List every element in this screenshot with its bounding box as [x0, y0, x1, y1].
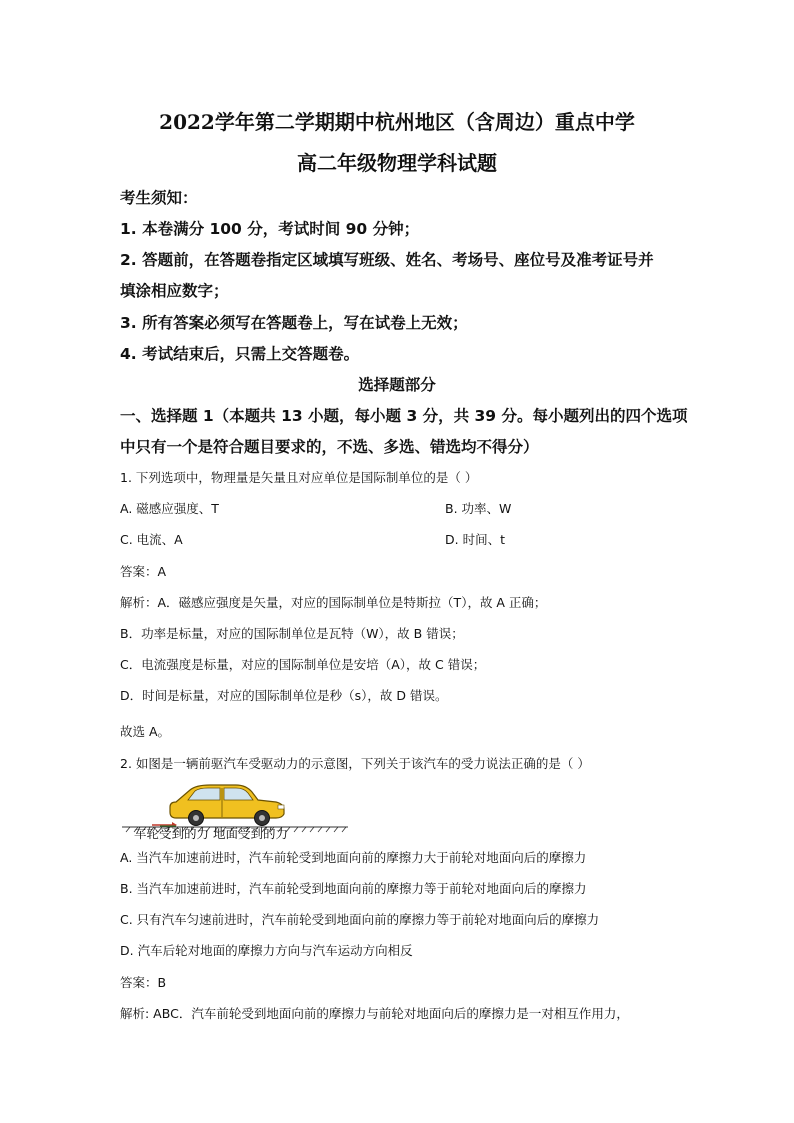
section-instructions: 中只有一个是符合题目要求的，不选、多选、错选均不得分） [120, 438, 539, 456]
car-illustration [170, 785, 284, 826]
question-1-option-d: D. 时间、t [445, 532, 505, 547]
question-1-analysis: D．时间是标量，对应的国际制单位是秒（s），故 D 错误。 [120, 688, 448, 703]
question-2-option-b: B. 当汽车加速前进时，汽车前轮受到地面向前的摩擦力等于前轮对地面向后的摩擦力 [120, 881, 587, 896]
question-2-analysis: 解析: ABC．汽车前轮受到地面向前的摩擦力与前轮对地面向后的摩擦力是一对相互作用力， [120, 1006, 629, 1021]
question-1-option-c: C. 电流、A [120, 532, 183, 547]
notice-heading: 考生须知： [120, 189, 198, 207]
question-1-stem: 1. 下列选项中，物理量是矢量且对应单位是国际制单位的是（ ） [120, 470, 478, 485]
question-2-option-a: A. 当汽车加速前进时，汽车前轮受到地面向前的摩擦力大于前轮对地面向后的摩擦力 [120, 850, 587, 865]
question-2-stem: 2. 如图是一辆前驱汽车受驱动力的示意图，下列关于该汽车的受力说法正确的是（ ） [120, 756, 590, 771]
question-2-option-c: C. 只有汽车匀速前进时，汽车前轮受到地面向前的摩擦力等于前轮对地面向后的摩擦力 [120, 912, 600, 927]
question-2-option-d: D. 汽车后轮对地面的摩擦力方向与汽车运动方向相反 [120, 943, 413, 958]
question-1-analysis: C．电流强度是标量，对应的国际制单位是安培（A），故 C 错误； [120, 657, 486, 672]
notice-item: 2. 答题前，在答题卷指定区域填写班级、姓名、考场号、座位号及准考证号并 [120, 251, 654, 269]
figure-caption: 车轮受到的力 地面受到的力 [134, 826, 288, 841]
question-1-conclusion: 故选 A。 [120, 724, 171, 739]
notice-item: 1. 本卷满分 100 分，考试时间 90 分钟； [120, 220, 420, 238]
question-1-analysis: 解析：A．磁感应强度是矢量，对应的国际制单位是特斯拉（T），故 A 正确； [120, 595, 547, 610]
exam-title: 2022学年第二学期期中杭州地区（含周边）重点中学 [159, 110, 635, 134]
question-1-option-b: B. 功率、W [445, 501, 512, 516]
notice-item: 4. 考试结束后，只需上交答题卷。 [120, 345, 360, 363]
section-title: 选择题部分 [358, 376, 436, 394]
exam-subtitle: 高二年级物理学科试题 [297, 151, 497, 175]
section-instructions: 一、选择题 1（本题共 13 小题，每小题 3 分，共 39 分。每小题列出的四个选项 [120, 407, 688, 425]
question-1-option-a: A. 磁感应强度、T [120, 501, 219, 516]
question-2-answer: 答案：B [120, 975, 167, 990]
notice-item: 3. 所有答案必须写在答题卷上，写在试卷上无效； [120, 314, 468, 332]
notice-item: 填涂相应数字； [120, 282, 229, 300]
question-1-analysis: B．功率是标量，对应的国际制单位是瓦特（W），故 B 错误； [120, 626, 464, 641]
question-1-answer: 答案：A [120, 564, 167, 579]
